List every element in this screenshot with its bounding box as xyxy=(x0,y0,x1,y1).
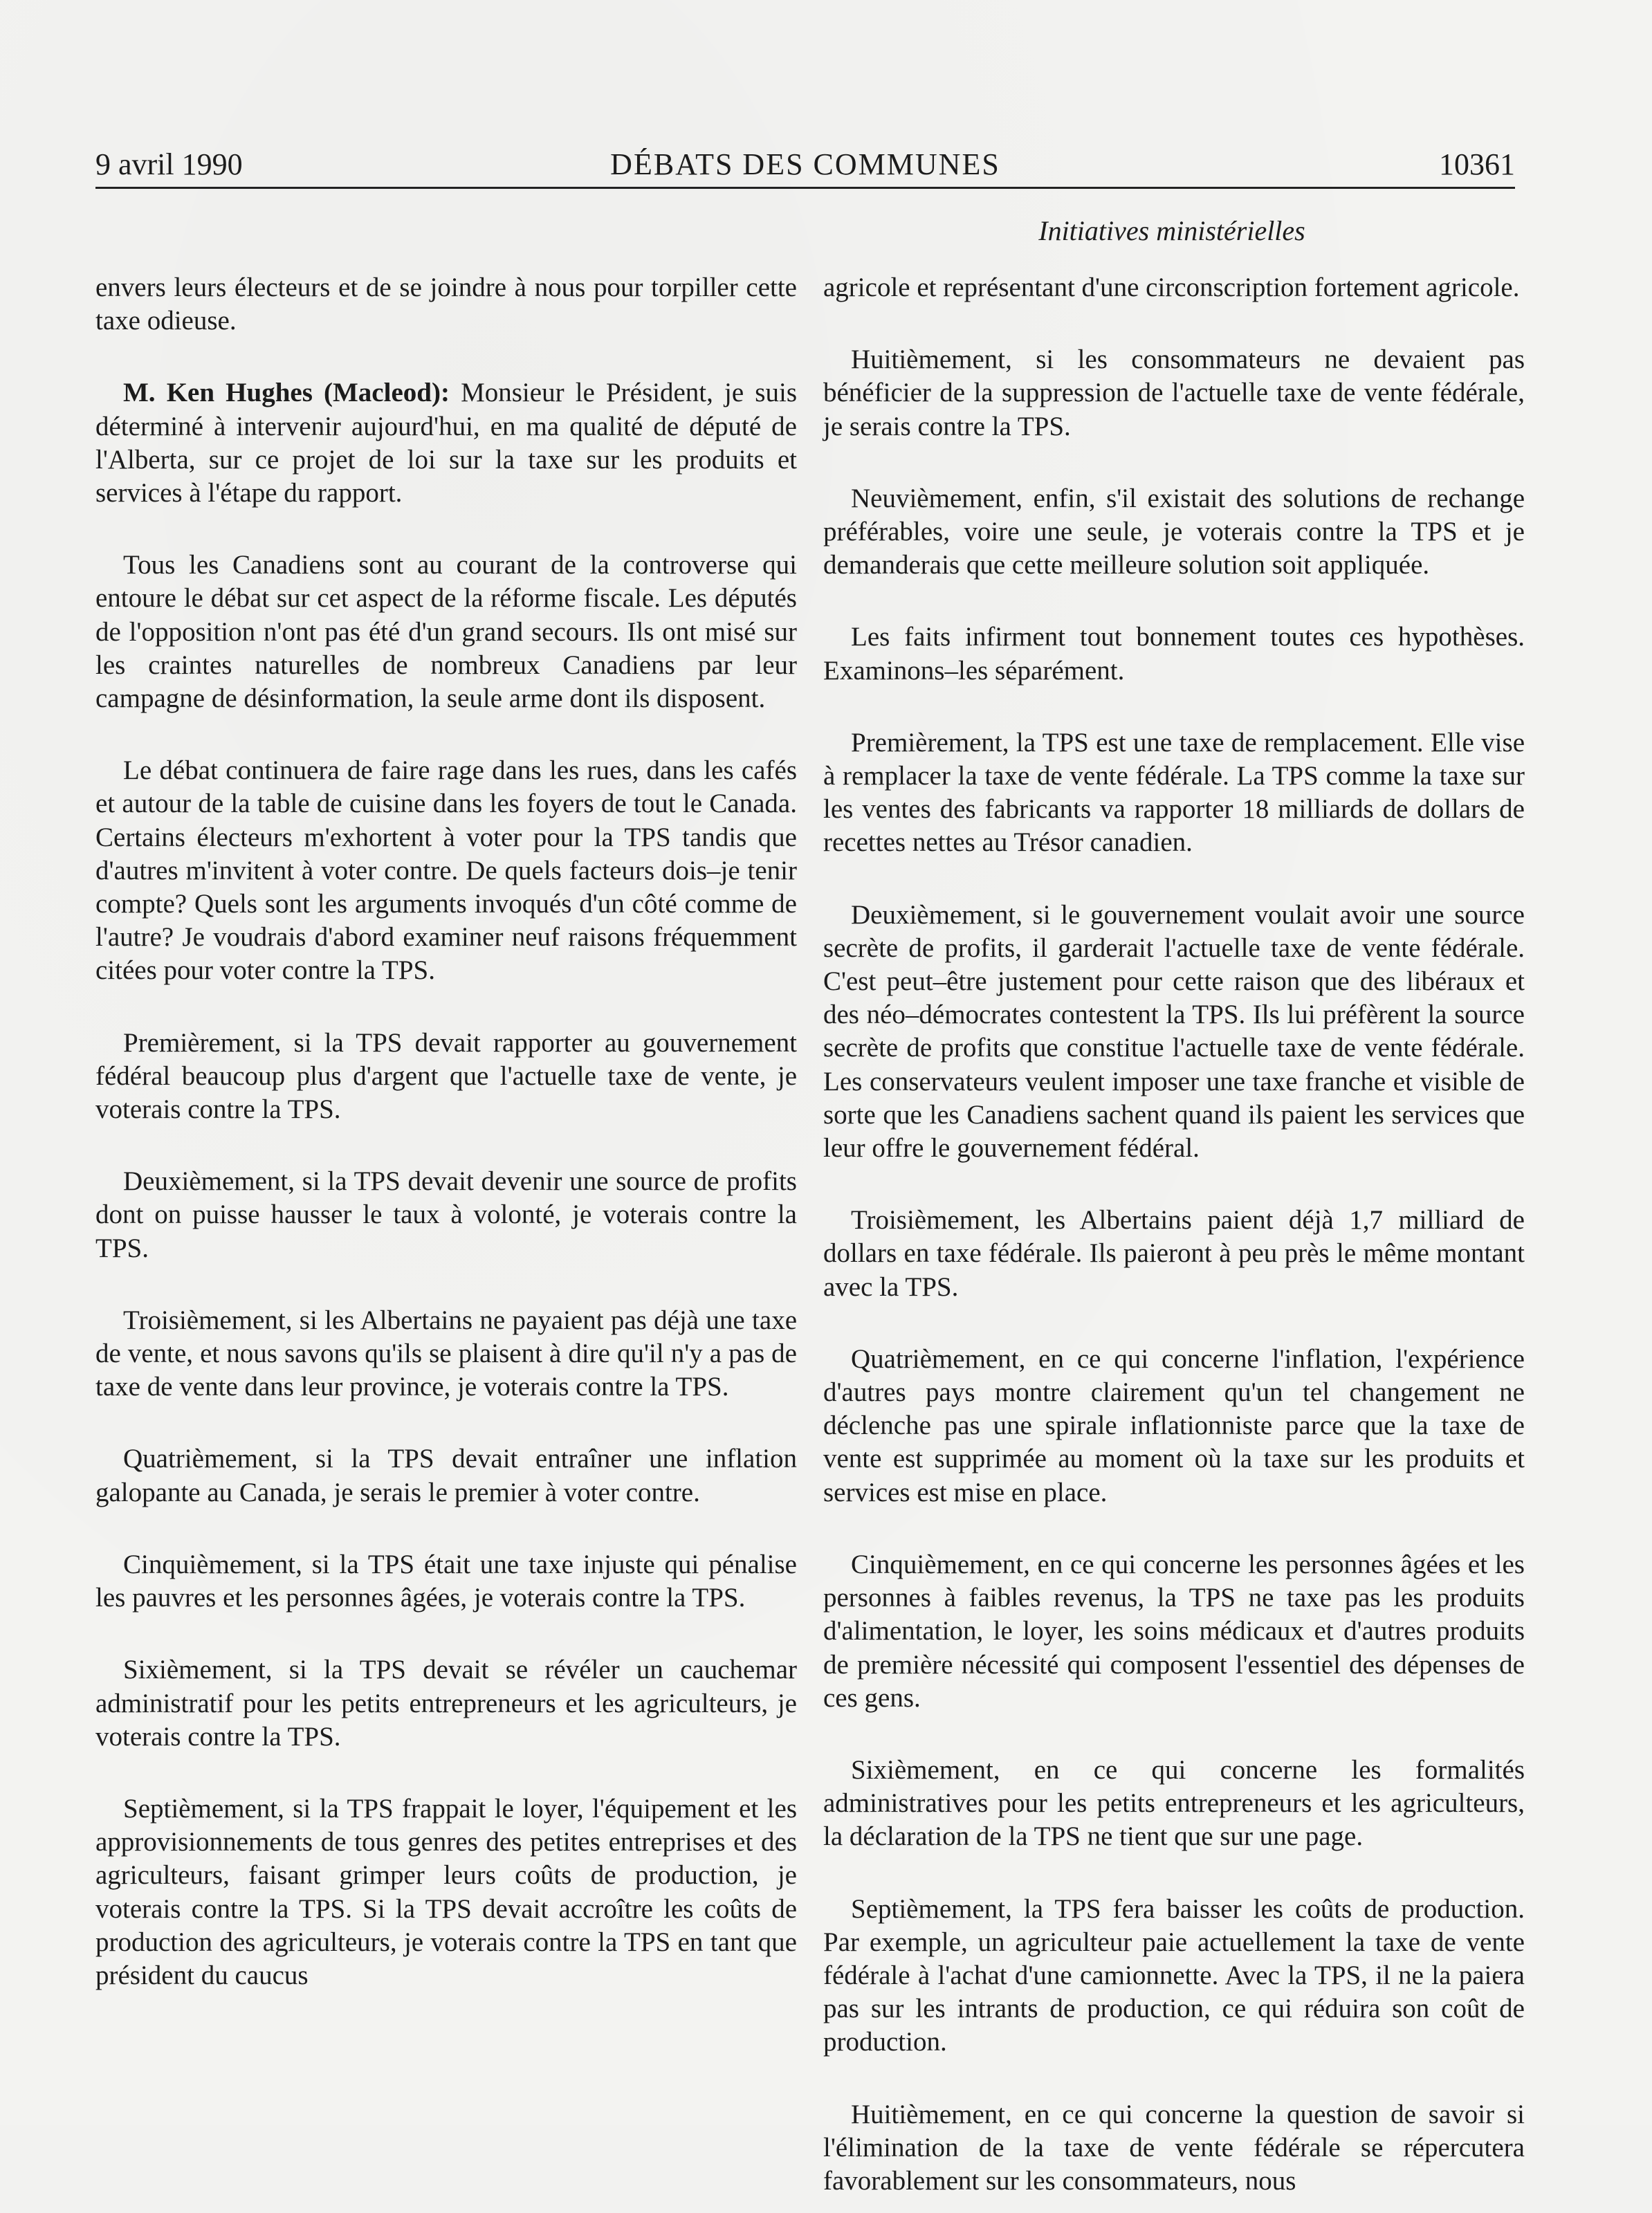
right-column xyxy=(823,271,1525,2213)
speaker-text: Monsieur le Président, je suis déterminé à intervenir aujourd'hui, en ma qualité de député de l'Alberta, sur ce projet de loi sur la taxe sur les produits et services à l'étape du rapport. xyxy=(95,378,797,508)
paragraph-speaker-intro xyxy=(95,376,797,510)
paragraph: Sixièmement, en ce qui concerne les formalités administratives pour les petits entrepreneurs et les agriculteurs, la déclaration de la TPS ne tient que sur une page. xyxy=(823,1754,1525,1852)
header-rule xyxy=(95,187,1515,189)
paragraph: envers leurs électeurs et de se joindre à nous pour torpiller cette taxe odieuse. xyxy=(95,273,797,336)
speaker-name: M. Ken Hughes (Macleod): xyxy=(123,378,450,408)
paragraph: Huitièmement, si les consommateurs ne devaient pas bénéficier de la suppression de l'actuelle taxe de vente fédérale, je serais contre la TPS. xyxy=(823,345,1525,441)
page-header xyxy=(95,144,1515,185)
header-date: 9 avril 1990 xyxy=(95,147,243,181)
paragraph: Neuvièmement, enfin, s'il existait des solutions de rechange préférables, voire une seule, je voterais contre la TPS et je demanderais que cette meilleure solution soit appliquée. xyxy=(823,483,1525,580)
paragraph: Septièmement, si la TPS frappait le loyer, l'équipement et les approvisionnements de tous genres des petites entreprises et des agriculteurs, faisant grimper leurs coûts de production, je voterais contre la TPS. Si la TPS devait accroître les coûts de production des agriculteurs, je voterais contre la TPS en tant que président du caucus xyxy=(95,1793,797,1990)
paragraph: Les faits infirment tout bonnement toutes ces hypothèses. Examinons–les séparément. xyxy=(823,622,1525,686)
paragraph: Premièrement, la TPS est une taxe de remplacement. Elle vise à remplacer la taxe de vente fédérale. La TPS comme la taxe sur les ventes des fabricants va rapporter 18 milliards de dollars de recettes nettes au Trésor canadien. xyxy=(823,727,1525,858)
left-column xyxy=(95,271,797,2008)
header-page-number: 10361 xyxy=(1439,147,1515,181)
paragraph: agricole et représentant d'une circonscription fortement agricole. xyxy=(823,273,1520,302)
section-label: Initiatives ministérielles xyxy=(1038,215,1305,246)
header-title: DÉBATS DES COMMUNES xyxy=(610,147,1000,181)
paragraph: Huitièmement, en ce qui concerne la question de savoir si l'élimination de la taxe de vente fédérale se répercutera favorablement sur les consommateurs, nous xyxy=(823,2099,1525,2196)
paragraph: Cinquièmement, en ce qui concerne les personnes âgées et les personnes à faibles revenus, la TPS ne taxe pas les produits d'alimentation, le loyer, les soins médicaux et d'autres produits de première nécessité qui composent l'essentiel des dépenses de ces gens. xyxy=(823,1549,1525,1713)
paragraph: Troisièmement, si les Albertains ne payaient pas déjà une taxe de vente, et nous savons qu'ils se plaisent à dire qu'il n'y a pas de taxe de vente dans leur province, je voterais contre la TPS. xyxy=(95,1305,797,1402)
paragraph: Deuxièmement, si la TPS devait devenir une source de profits dont on puisse hausser le taux à volonté, je voterais contre la TPS. xyxy=(95,1166,797,1263)
paragraph: Quatrièmement, si la TPS devait entraîner une inflation galopante au Canada, je serais le premier à voter contre. xyxy=(95,1444,797,1507)
paragraph: Troisièmement, les Albertains paient déjà 1,7 milliard de dollars en taxe fédérale. Ils paieront à peu près le même montant avec la TPS. xyxy=(823,1205,1525,1302)
paragraph: Septièmement, la TPS fera baisser les coûts de production. Par exemple, un agriculteur paie actuellement la taxe de vente fédérale à l'achat d'une camionnette. Avec la TPS, il ne la paiera pas sur les intrants de production, ce qui réduira son coût de production. xyxy=(823,1893,1525,2057)
paragraph: Cinquièmement, si la TPS était une taxe injuste qui pénalise les pauvres et les personnes âgées, je voterais contre la TPS. xyxy=(95,1549,797,1613)
paragraph: Quatrièmement, en ce qui concerne l'inflation, l'expérience d'autres pays montre clairement qu'un tel changement ne déclenche pas une spirale inflationniste parce que la taxe de vente est supprimée au moment où la taxe sur les produits et services est mise en place. xyxy=(823,1343,1525,1507)
paragraph: Sixièmement, si la TPS devait se révéler un cauchemar administratif pour les petits entrepreneurs et les agriculteurs, je voterais contre la TPS. xyxy=(95,1655,797,1752)
paragraph: Deuxièmement, si le gouvernement voulait avoir une source secrète de profits, il garderait l'actuelle taxe de vente fédérale. C'est peut–être justement pour cette raison que des libéraux et des néo–démocrates contestent la TPS. Ils lui préfèrent la source secrète de profits que constitue l'actuelle taxe de vente fédérale. Les conservateurs veulent imposer une taxe franche et visible de sorte que les Canadiens sachent quand ils paient les services que leur offre le gouvernement fédéral. xyxy=(823,899,1525,1164)
paragraph: Tous les Canadiens sont au courant de la controverse qui entoure le débat sur cet aspect de la réforme fiscale. Les députés de l'opposition n'ont pas été d'un grand secours. Ils ont misé sur les craintes naturelles de nombreux Canadiens par leur campagne de désinformation, la seule arme dont ils disposent. xyxy=(95,550,797,714)
paragraph: Premièrement, si la TPS devait rapporter au gouvernement fédéral beaucoup plus d'argent que l'actuelle taxe de vente, je voterais contre la TPS. xyxy=(95,1027,797,1125)
paragraph: Le débat continuera de faire rage dans les rues, dans les cafés et autour de la table de cuisine dans les foyers de tout le Canada. Certains électeurs m'exhortent à voter pour la TPS tandis que d'autres m'invitent à voter contre. De quels facteurs dois–je tenir compte? Quels sont les arguments invoqués d'un côté comme de l'autre? Je voudrais d'abord examiner neuf raisons fréquemment citées pour voter contre la TPS. xyxy=(95,755,797,986)
